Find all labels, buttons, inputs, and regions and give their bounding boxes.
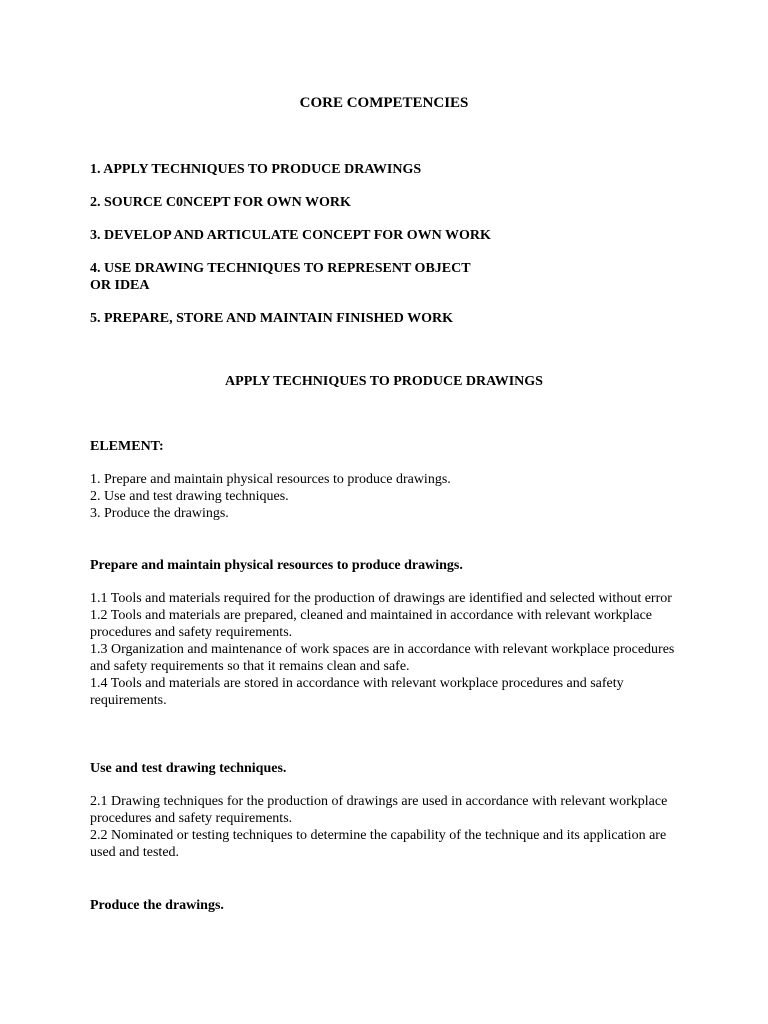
criteria-item: 1.2 Tools and materials are prepared, cleaned and maintained in accordance with relevant workplace procedures and safety requirements. xyxy=(90,608,653,640)
criteria-item: 2.1 Drawing techniques for the production of drawings are used in accordance with relevant workplace procedures and safety requirements. xyxy=(90,794,668,826)
element-heading-block xyxy=(90,438,680,455)
subsection-heading: Prepare and maintain physical resources to produce drawings. xyxy=(90,558,463,573)
competency-item: 3. DEVELOP AND ARTICULATE CONCEPT FOR OWN WORK xyxy=(90,228,491,243)
element-list-block xyxy=(90,471,680,522)
element-item: 3. Produce the drawings. xyxy=(90,506,229,521)
subsection-1 xyxy=(90,557,680,574)
subsection-1-items xyxy=(90,590,680,709)
competency-list xyxy=(90,161,510,343)
criteria-item: 1.4 Tools and materials are stored in accordance with relevant workplace procedures and safety requirements. xyxy=(90,676,624,708)
element-item: 2. Use and test drawing techniques. xyxy=(90,489,289,504)
element-heading: ELEMENT: xyxy=(90,439,164,454)
subsection-heading: Use and test drawing techniques. xyxy=(90,761,287,776)
competency-item: 1. APPLY TECHNIQUES TO PRODUCE DRAWINGS xyxy=(90,162,422,177)
subsection-2 xyxy=(90,760,680,777)
competency-item: 4. USE DRAWING TECHNIQUES TO REPRESENT OBJECT OR IDEA xyxy=(90,261,471,293)
criteria-list xyxy=(90,590,680,709)
criteria-item: 1.1 Tools and materials required for the production of drawings are identified and selected without error xyxy=(90,591,672,606)
criteria-item: 2.2 Nominated or testing techniques to determine the capability of the technique and its application are used and tested. xyxy=(90,828,667,860)
subsection-2-items xyxy=(90,793,680,861)
page-title: CORE COMPETENCIES xyxy=(299,95,469,111)
section-title: APPLY TECHNIQUES TO PRODUCE DRAWINGS xyxy=(225,374,543,389)
subsection-heading: Produce the drawings. xyxy=(90,898,224,913)
criteria-list xyxy=(90,793,680,861)
element-list xyxy=(90,471,680,522)
element-item: 1. Prepare and maintain physical resources to produce drawings. xyxy=(90,472,451,487)
subsection-3 xyxy=(90,897,680,914)
competency-item: 5. PREPARE, STORE AND MAINTAIN FINISHED WORK xyxy=(90,311,454,326)
competency-item: 2. SOURCE C0NCEPT FOR OWN WORK xyxy=(90,195,351,210)
criteria-item: 1.3 Organization and maintenance of work spaces are in accordance with relevant workplace procedures and safety requirements so that it remains clean and safe. xyxy=(90,642,675,674)
